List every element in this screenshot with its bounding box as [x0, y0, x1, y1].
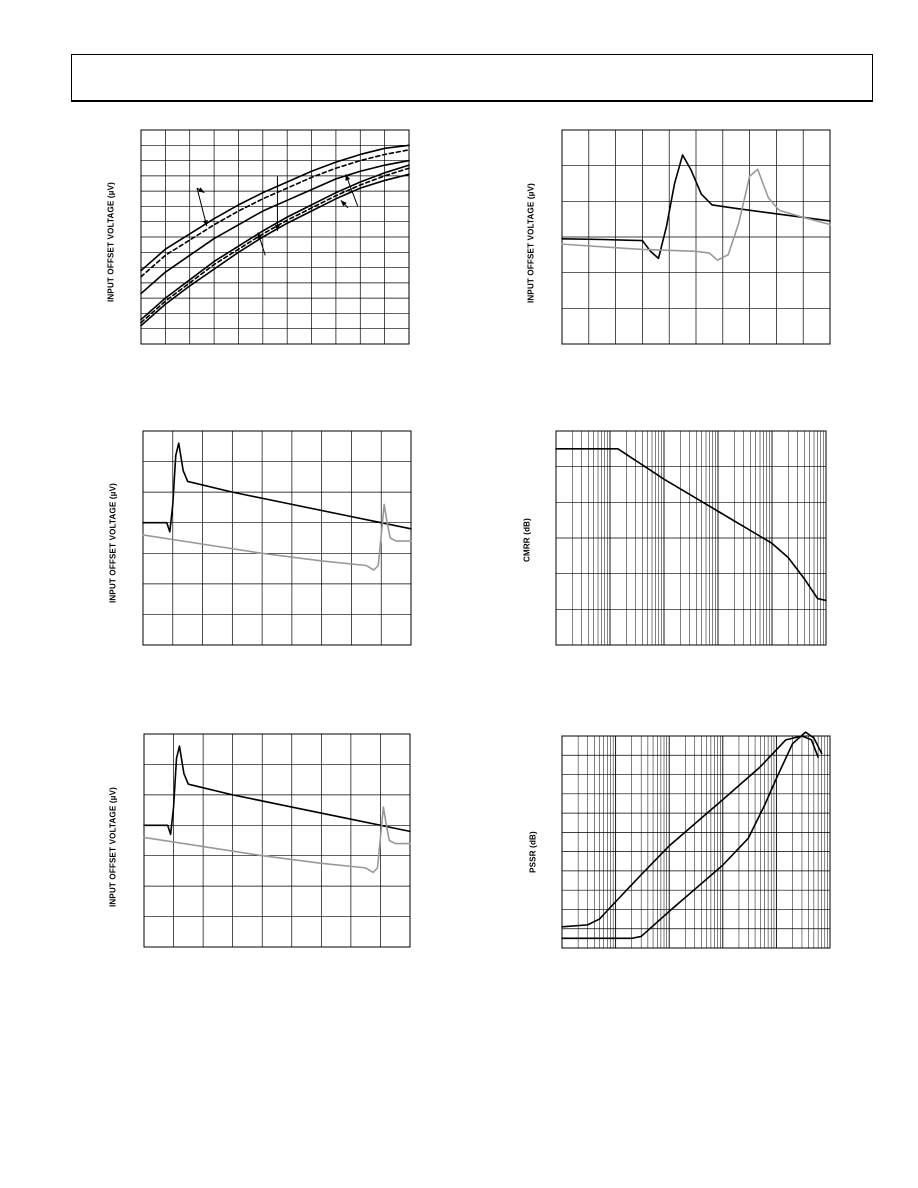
- series-line-6: [141, 174, 409, 325]
- series-line-2: [144, 807, 410, 872]
- series-line-4: [141, 165, 409, 319]
- series-line-1: [143, 443, 411, 532]
- chart-4-y-axis-label: CMRR (dB): [522, 517, 532, 563]
- series-line-2: [143, 504, 411, 570]
- grid: [556, 431, 826, 645]
- chart-3-y-axis-label: INPUT OFFSET VOLTAGE (µV): [108, 483, 118, 603]
- series-line-1: [556, 449, 826, 601]
- page-header-box: [71, 54, 873, 102]
- grid: [143, 431, 411, 645]
- chart-5-y-axis-label: INPUT OFFSET VOLTAGE (µV): [108, 787, 118, 907]
- series-line-1: [562, 736, 818, 927]
- chart-4-plot: [556, 431, 826, 645]
- chart-5-plot: [144, 734, 410, 947]
- series-line-2: [562, 732, 822, 938]
- plot-frame: [143, 431, 411, 645]
- grid: [562, 130, 830, 344]
- series-line-1: [144, 746, 410, 834]
- chart-3-plot: [143, 431, 411, 645]
- chart-1-y-axis-label: INPUT OFFSET VOLTAGE (µV): [106, 182, 116, 302]
- chart-2-plot: [562, 130, 830, 344]
- series-line-1: [141, 145, 409, 270]
- chart-2-y-axis-label: INPUT OFFSET VOLTAGE (µV): [526, 183, 536, 303]
- chart-1-plot: [141, 130, 409, 344]
- chart-6-plot: [562, 736, 830, 948]
- plot-frame: [144, 734, 410, 947]
- grid: [144, 734, 410, 947]
- chart-6-y-axis-label: PSSR (dB): [528, 831, 538, 873]
- annotation-arrowhead-2: [198, 187, 204, 192]
- grid: [141, 130, 409, 344]
